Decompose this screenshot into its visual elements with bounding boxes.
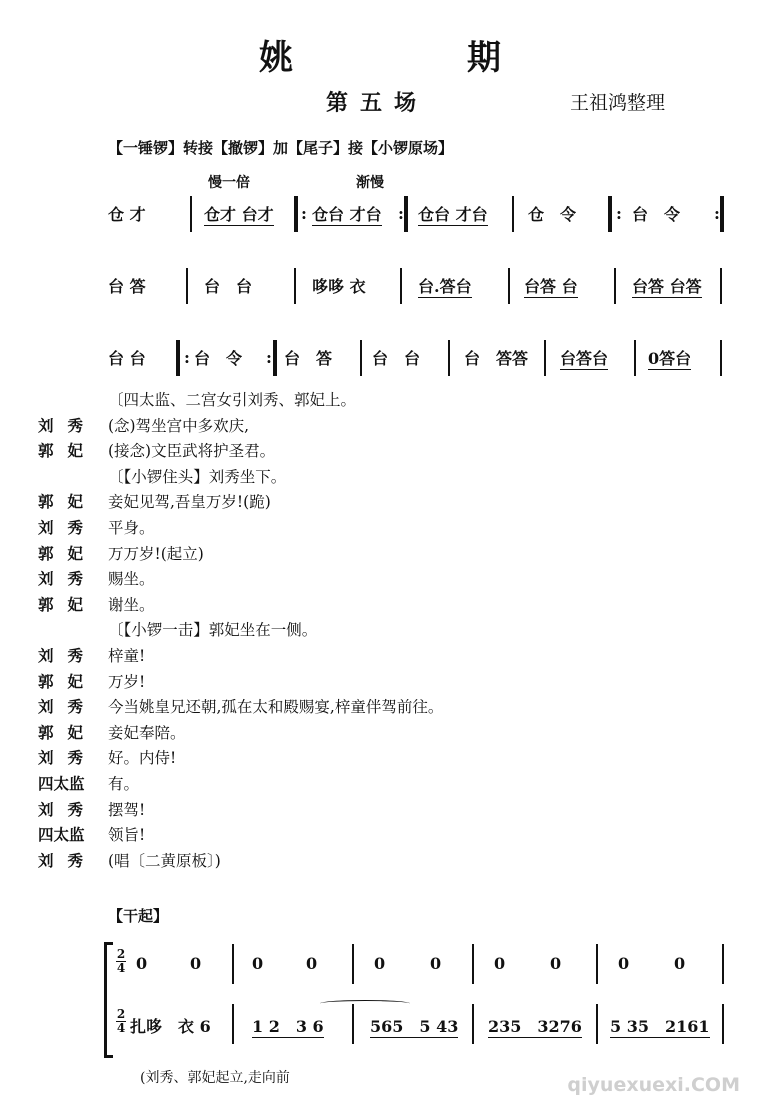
time-signature: 2 4 bbox=[116, 1007, 126, 1035]
note: 0 bbox=[494, 954, 506, 973]
speech-text: (唱〔二黄原板〕) bbox=[108, 851, 221, 870]
note: 0 bbox=[374, 954, 386, 973]
note: 0 bbox=[674, 954, 686, 973]
speaker-name: 郭妃 bbox=[38, 492, 98, 512]
speech-text: 领旨! bbox=[108, 826, 146, 845]
percussion-cell: 0答台 bbox=[648, 346, 691, 370]
speaker-name: 四太监 bbox=[38, 774, 85, 793]
percussion-cell: 仓台 才台 bbox=[312, 202, 382, 226]
speech-text: 妾妃见驾,吾皇万岁!(跪) bbox=[108, 493, 271, 512]
stage-direction-text: 〔【小锣一击】郭妃坐在一侧。 bbox=[108, 621, 318, 640]
percussion-cell: 仓 才 bbox=[108, 205, 146, 224]
repeat-dots: : bbox=[616, 204, 622, 223]
barline bbox=[360, 340, 362, 376]
note: 扎哆 衣 6 bbox=[130, 1017, 211, 1036]
note: 0 bbox=[550, 954, 562, 973]
speech-text: 万万岁!(起立) bbox=[108, 544, 204, 563]
repeat-dots: : bbox=[301, 204, 307, 223]
barline bbox=[720, 340, 722, 376]
score-row-top bbox=[114, 947, 726, 984]
slur bbox=[320, 1000, 410, 1007]
speaker-name: 刘秀 bbox=[38, 748, 98, 768]
speaker-name: 郭妃 bbox=[38, 543, 98, 563]
speech-text: 万岁! bbox=[108, 672, 146, 691]
barline bbox=[544, 340, 546, 376]
percussion-cell: 台 答答 bbox=[464, 349, 529, 368]
repeat-dots: : bbox=[398, 204, 404, 223]
percussion-row bbox=[108, 274, 728, 314]
barline bbox=[352, 1004, 354, 1044]
percussion-cell: 台答 台答 bbox=[632, 274, 702, 298]
percussion-cell: 台答 台 bbox=[524, 274, 578, 298]
dialogue-line bbox=[0, 439, 760, 464]
speaker-name: 刘秀 bbox=[38, 518, 98, 537]
score-row-bottom bbox=[114, 1007, 726, 1044]
note: 565 5 43 bbox=[370, 1014, 458, 1038]
dialogue-line bbox=[0, 695, 760, 720]
speech-text: 谢坐。 bbox=[108, 595, 155, 614]
percussion-cell: 仓 令 bbox=[528, 205, 577, 224]
percussion-cell: 仓才 台才 bbox=[204, 202, 274, 226]
note: 0 bbox=[618, 954, 630, 973]
repeat-barline bbox=[294, 196, 298, 232]
speech-text: 平身。 bbox=[108, 519, 155, 537]
barline bbox=[596, 1004, 598, 1044]
speech-text: 赐坐。 bbox=[108, 570, 155, 589]
barline bbox=[472, 944, 474, 984]
barline bbox=[634, 340, 636, 376]
speaker-name: 郭妃 bbox=[38, 671, 98, 691]
arranger-credit: 王祖鸿整理 bbox=[570, 92, 666, 114]
percussion-cell: 台 台 bbox=[204, 277, 253, 296]
speaker-name: 刘秀 bbox=[38, 697, 98, 717]
page-title: 姚 期 bbox=[259, 38, 571, 78]
repeat-dots: : bbox=[266, 348, 272, 367]
barline bbox=[232, 944, 234, 984]
time-signature: 2 4 bbox=[116, 947, 126, 975]
barline bbox=[186, 268, 188, 304]
barline bbox=[614, 268, 616, 304]
note: 0 bbox=[252, 954, 264, 973]
dialogue-line bbox=[0, 721, 760, 746]
barline bbox=[596, 944, 598, 984]
barline bbox=[190, 196, 192, 232]
dialogue-line bbox=[0, 414, 760, 439]
stage-direction-text: 〔【小锣住头】刘秀坐下。 bbox=[108, 467, 287, 486]
stage-direction bbox=[0, 618, 760, 643]
note: 5 35 2161 bbox=[610, 1014, 710, 1038]
speech-text: 今当姚皇兄还朝,孤在太和殿赐宴,梓童伴驾前往。 bbox=[108, 698, 444, 717]
speech-text: (接念)文臣武将护圣君。 bbox=[108, 442, 276, 461]
tempo-mark: 慢一倍 bbox=[208, 175, 250, 191]
system-brace bbox=[104, 942, 113, 1058]
repeat-barline bbox=[404, 196, 408, 232]
speaker-name: 四太监 bbox=[38, 825, 85, 845]
speaker-name: 郭妃 bbox=[38, 441, 98, 461]
barline bbox=[294, 268, 296, 304]
dialogue-line bbox=[0, 593, 760, 618]
dialogue-line bbox=[0, 670, 760, 695]
dialogue-line bbox=[0, 823, 760, 848]
speaker-name: 刘秀 bbox=[38, 569, 98, 589]
dialogue-line bbox=[0, 772, 760, 797]
speech-text: 梓童! bbox=[108, 647, 146, 665]
barline bbox=[352, 944, 354, 984]
barline bbox=[722, 1004, 724, 1044]
repeat-barline bbox=[273, 340, 277, 376]
speech-text: 妾妃奉陪。 bbox=[108, 723, 186, 742]
note: 0 bbox=[430, 954, 442, 973]
barline bbox=[448, 340, 450, 376]
repeat-barline bbox=[720, 196, 724, 232]
speech-text: 有。 bbox=[108, 775, 140, 793]
repeat-dots: : bbox=[184, 348, 190, 367]
speaker-name: 刘秀 bbox=[38, 646, 98, 665]
stage-direction-text: 〔四太监、二宫女引刘秀、郭妃上。 bbox=[108, 391, 357, 409]
dialogue-line bbox=[0, 798, 760, 823]
dialogue-line bbox=[0, 542, 760, 567]
barline bbox=[512, 196, 514, 232]
cue-ganqi: 【干起】 bbox=[108, 907, 169, 925]
percussion-cell: 台 令 bbox=[632, 205, 681, 224]
footer-stage-note: (刘秀、郭妃起立,走向前 bbox=[140, 1070, 290, 1086]
dialogue-line bbox=[0, 567, 760, 592]
percussion-cell: 台 令 bbox=[194, 349, 243, 368]
note: 0 bbox=[306, 954, 318, 973]
dialogue-line bbox=[0, 490, 760, 515]
repeat-barline bbox=[176, 340, 180, 376]
percussion-cell: 台 台 bbox=[372, 349, 421, 368]
stage-direction bbox=[0, 388, 760, 413]
barline bbox=[722, 944, 724, 984]
speaker-name: 刘秀 bbox=[38, 415, 98, 435]
repeat-dots: : bbox=[714, 204, 720, 223]
dialogue-line bbox=[0, 516, 760, 541]
dialogue-line bbox=[0, 746, 760, 771]
speech-text: (念)驾坐宫中多欢庆, bbox=[108, 416, 250, 435]
barline bbox=[508, 268, 510, 304]
percussion-row bbox=[108, 202, 728, 242]
note: 1 2 3 6 bbox=[252, 1014, 324, 1038]
speaker-name: 刘秀 bbox=[38, 850, 98, 870]
percussion-cell: 仓台 才台 bbox=[418, 202, 488, 226]
percussion-cell: 台 答 bbox=[108, 277, 146, 296]
watermark: qiyuexuexi.COM bbox=[567, 1074, 740, 1096]
percussion-cell: 台答台 bbox=[560, 346, 608, 370]
percussion-cell: 台.答台 bbox=[418, 274, 472, 298]
percussion-cell: 哆哆 衣 bbox=[312, 277, 366, 296]
speech-text: 好。内侍! bbox=[108, 749, 177, 768]
percussion-cue: 【一锤锣】转接【撤锣】加【尾子】接【小锣原场】 bbox=[108, 139, 454, 157]
jianpu-score bbox=[104, 942, 726, 1052]
barline bbox=[472, 1004, 474, 1044]
percussion-cell: 台 台 bbox=[108, 349, 146, 368]
speaker-name: 郭妃 bbox=[38, 594, 98, 614]
note: 0 bbox=[190, 954, 202, 973]
barline bbox=[232, 1004, 234, 1044]
note: 235 3276 bbox=[488, 1014, 582, 1038]
dialogue-line bbox=[0, 849, 760, 874]
repeat-barline bbox=[608, 196, 612, 232]
speaker-name: 郭妃 bbox=[38, 722, 98, 742]
speech-text: 摆驾! bbox=[108, 800, 146, 819]
note: 0 bbox=[136, 954, 148, 973]
stage-direction bbox=[0, 465, 760, 490]
scene-heading: 第五场 bbox=[326, 90, 429, 116]
barline bbox=[400, 268, 402, 304]
speaker-name: 刘秀 bbox=[38, 799, 98, 819]
percussion-row bbox=[108, 346, 728, 386]
dialogue-line bbox=[0, 644, 760, 669]
percussion-cell: 台 答 bbox=[284, 349, 333, 368]
tempo-mark: 渐慢 bbox=[356, 175, 384, 191]
barline bbox=[720, 268, 722, 304]
